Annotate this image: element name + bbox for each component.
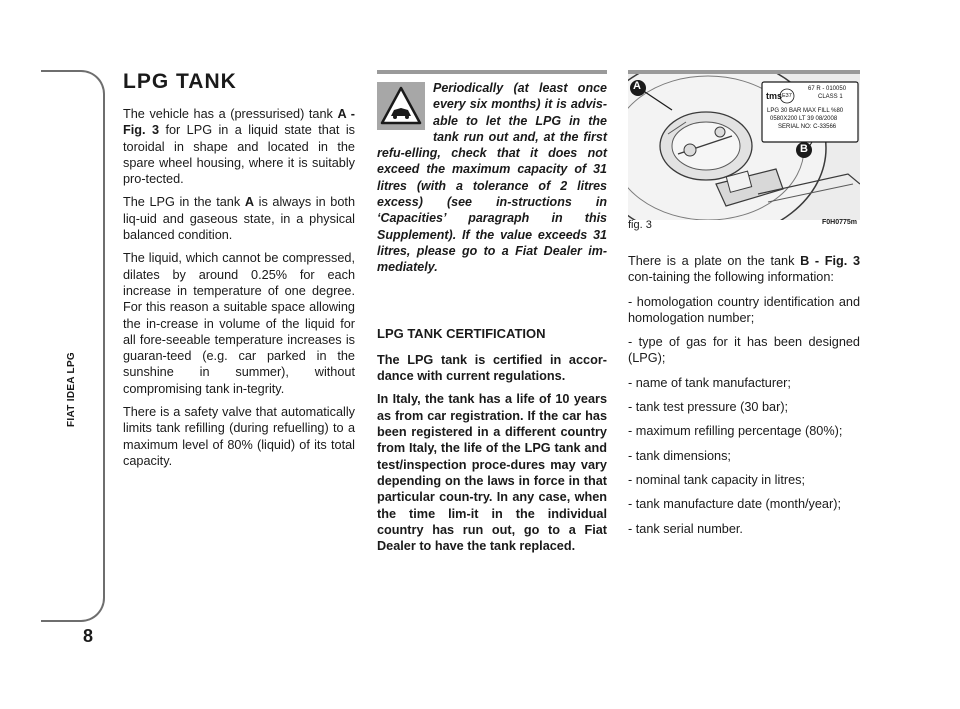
list-item: - name of tank manufacturer; [628,375,791,390]
list-item: - tank serial number. [628,521,743,536]
list-item: - nominal tank capacity in litres; [628,472,805,487]
cert-paragraph-1: The LPG tank is certified in accor-dance with current regulations. [377,352,607,384]
column-3 [628,253,860,545]
figure-code: F0H0775m [822,219,858,226]
figure-caption: fig. 3 [628,219,652,231]
paragraph-1: The vehicle has a (pressurised) tank A - Fig. 3 for LPG in a liquid state that is toroidal in shape and located in the spare wheel housing, where it is suitably pro-tected. [123,107,355,187]
page-number: 8 [83,626,94,646]
warning-text: Periodically (at least once every six months) it is advis-able to let the LPG in the tank run out and, at the first refu-elling, check that it does not exceed the maximum capacity of 31 litres (with a tolerance of 2 litres excess) (see in-structions in ‘Capacities’ paragraph in this Supplement). If the value exceeds 31 litres, please go to a Fiat Dealer im-mediately. [377,81,607,275]
section-heading: LPG TANK CERTIFICATION [377,325,546,341]
label-a: A [633,80,641,92]
margin-tab [41,70,105,622]
column-2 [377,70,607,561]
list-item: - type of gas for it has been designed (LPG); [628,335,860,366]
plate-line2: CLASS 1 [818,94,843,100]
paragraph-4: There is a safety valve that automatically limits tank refilling (during refuelling) to a maximum level of 80% (liquid) of its total capacity. [123,405,355,468]
fig-reference: A - Fig. 3 [123,107,355,138]
certification-text [377,352,607,555]
plate-line4: 0580X200 LT 39 08/2008 [770,116,838,122]
page-title: LPG TANK [123,70,237,93]
plate-line1: 67 R - 010050 [808,86,847,92]
plate-mark: E37 [782,93,792,99]
paragraph-2: The LPG in the tank A is always in both liq-uid and gaseous state, in a physical balanced condition. [123,195,355,243]
car-warning-icon [377,82,425,130]
list-item: - homologation country identification and homologation number; [628,294,860,325]
list-item: - maximum refilling percentage (80%); [628,424,843,439]
cert-paragraph-2: In Italy, the tank has a life of 10 years as from car registration. If the car has been registered in a different country from Italy, the life of the LPG tank and test/inspection proce-dures may vary depending on the laws in force in that particular coun-try. In any case, when the time lim-it in the individual country has run out, go to a Fiat Dealer to have the tank replaced. [377,392,607,554]
plate-reference: B - Fig. 3 [800,254,861,268]
label-b: B [800,143,808,155]
figure-lpg-tank [628,70,860,220]
plate-intro: There is a plate on the tank B - Fig. 3 con-taining the following information: [628,254,861,285]
list-item: - tank manufacture date (month/year); [628,497,841,512]
tank-plate [764,84,856,140]
plate-line5: SERIAL NO: C-33566 [778,124,837,130]
plate-line3: LPG 30 BAR MAX FILL %80 [767,108,844,114]
plate-logo: tms [766,91,783,101]
divider [377,70,607,74]
warning-box [377,80,607,276]
list-item: - tank dimensions; [628,448,731,463]
column-1 [123,70,355,476]
list-item: - tank test pressure (30 bar); [628,400,789,415]
section-label: FIAT IDEA LPG [66,352,77,428]
paragraph-3: The liquid, which cannot be compressed, dilates by around 0.25% for each increase in temperature of one degree. For this reason a suitable space allowing the in-crease in volume of the liquid for all fore-seeable temperature increases is guaran-teed (e.g. car parked in the sunshine in summer), without compromising tank in-tegrity. [123,251,355,396]
tank-reference: A [244,195,255,210]
